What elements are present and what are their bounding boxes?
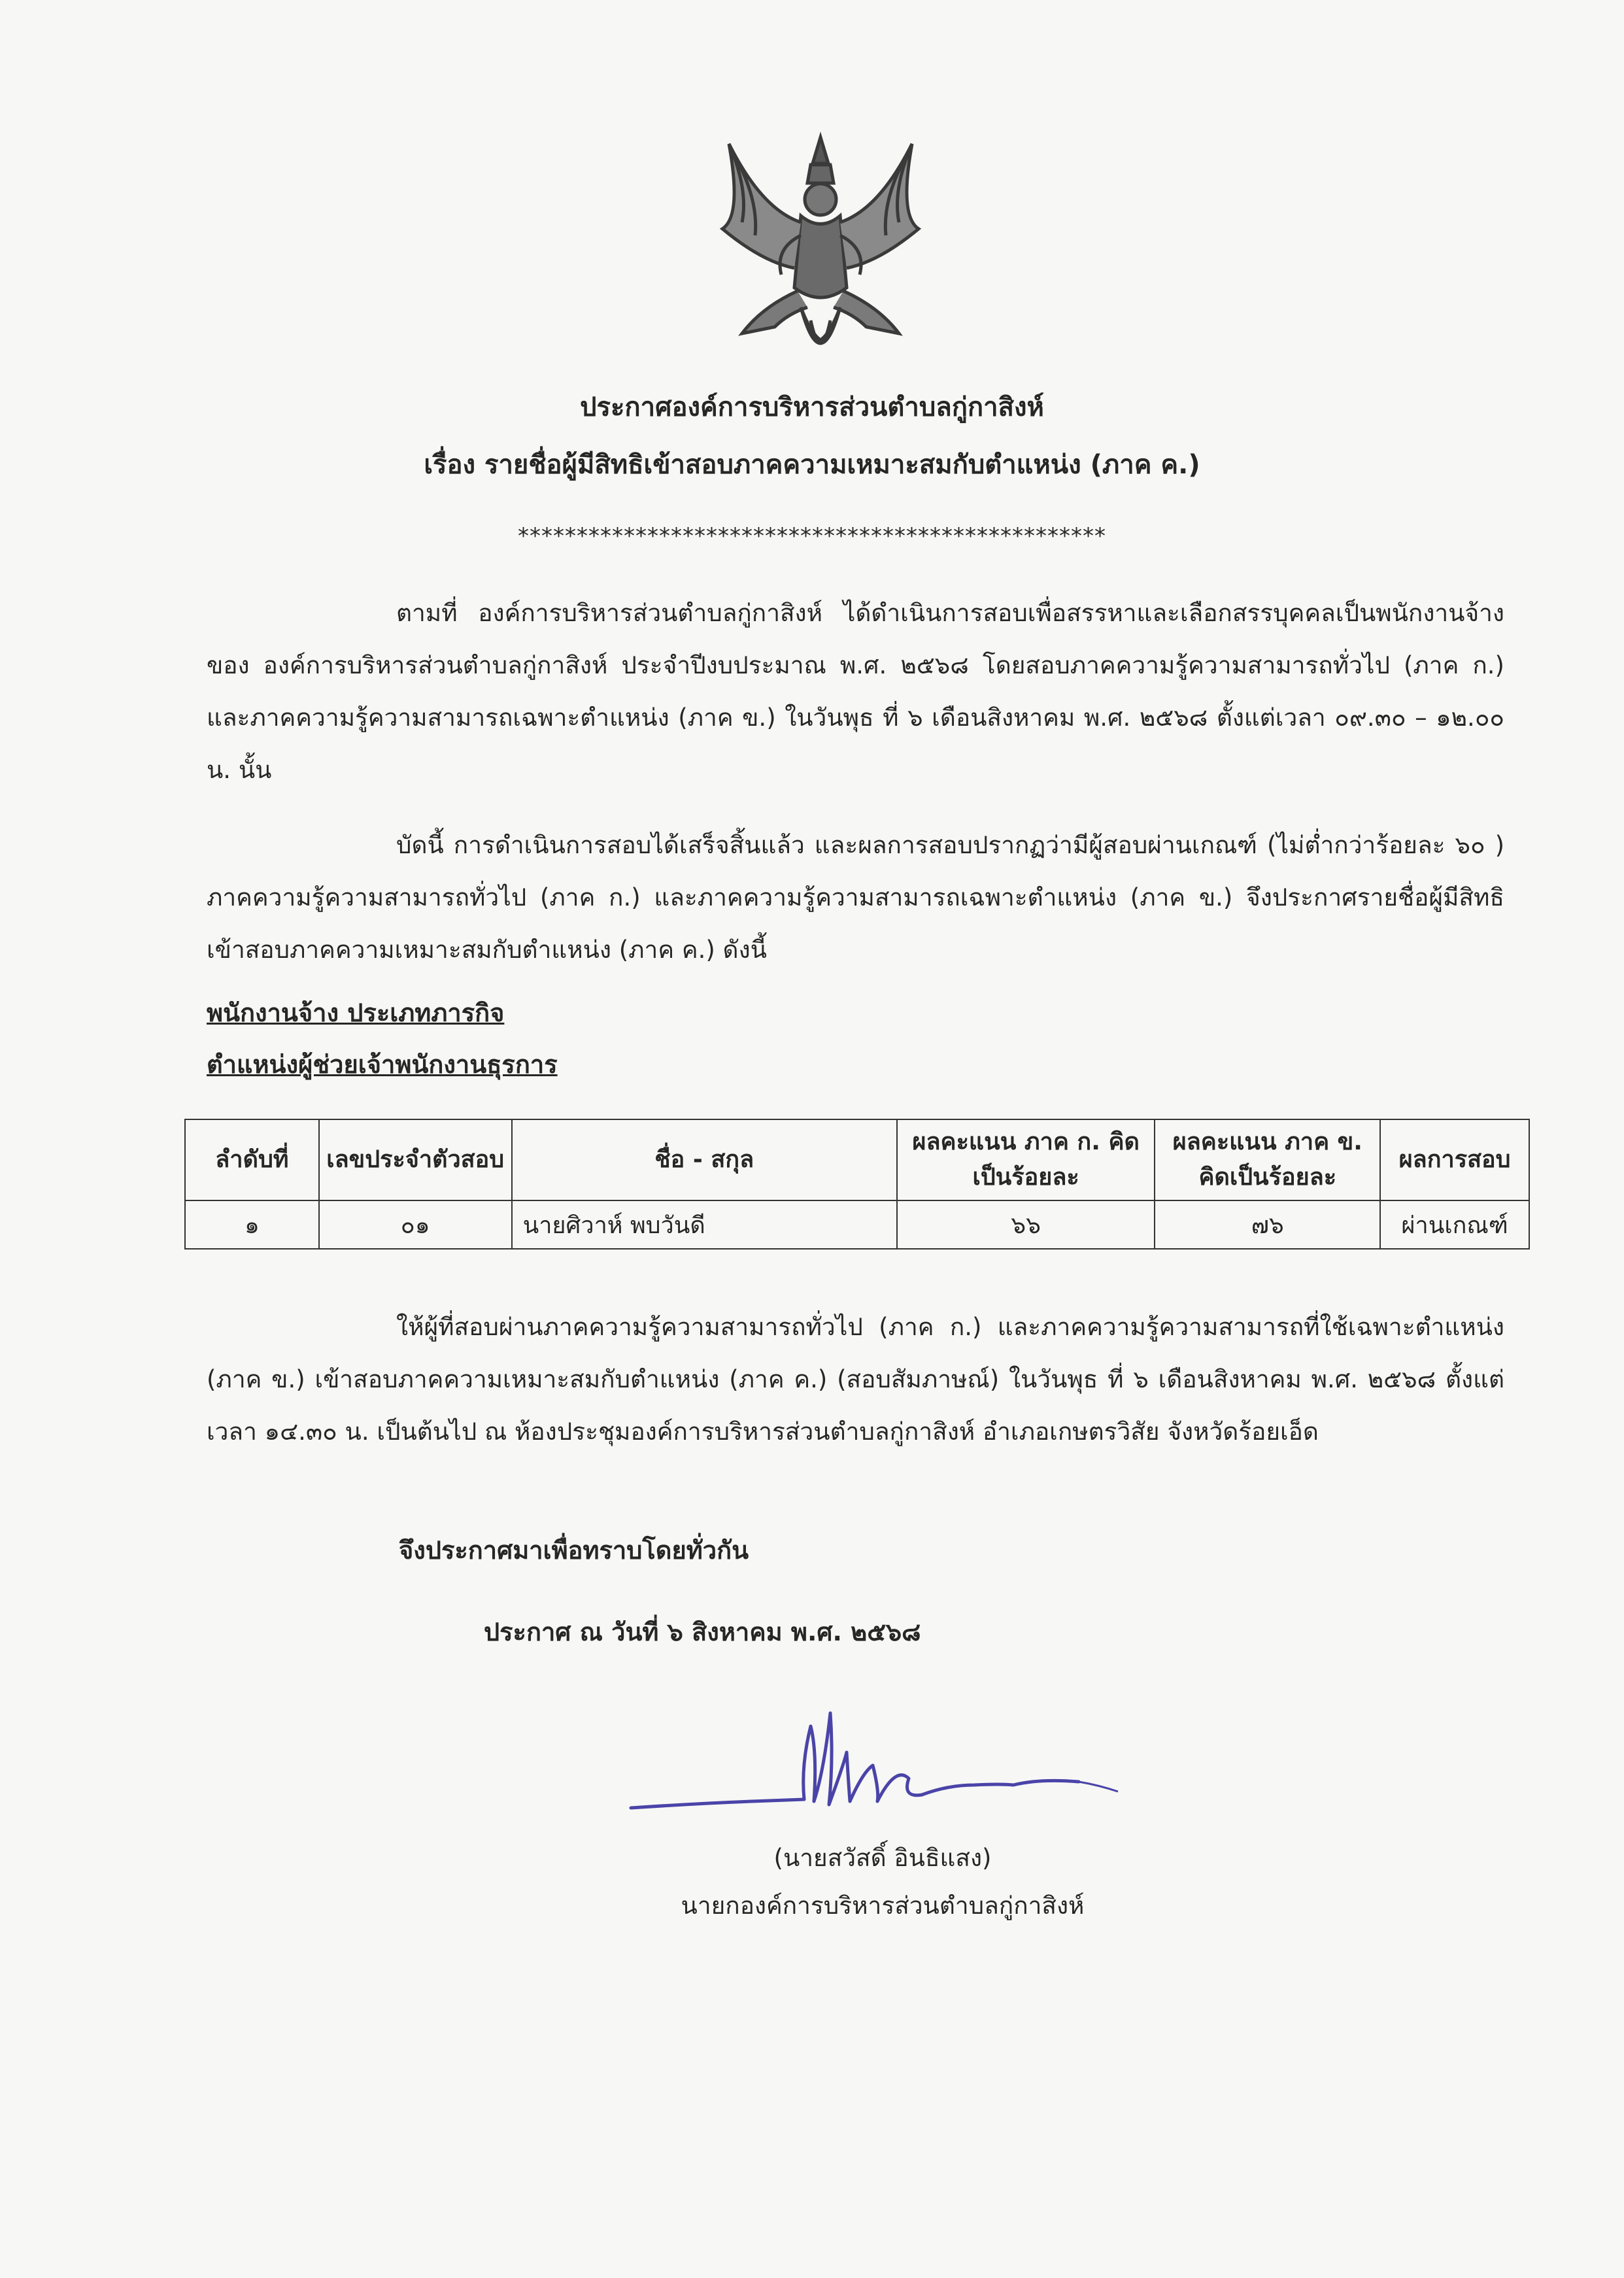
- paragraph-interview: [207, 1301, 1504, 1458]
- cell-score-part-a: ๖๖: [897, 1200, 1155, 1249]
- closing-statement: จึงประกาศมาเพื่อทราบโดยทั่วกัน: [399, 1536, 749, 1565]
- announcement-subject: เรื่อง รายชื่อผู้มีสิทธิเข้าสอบภาคความเหมาะสมกับตำแหน่ง (ภาค ค.): [424, 450, 1200, 480]
- paragraph-background-text: ตามที่ องค์การบริหารส่วนตำบลกู่กาสิงห์ ได้ดำเนินการสอบเพื่อสรรหาและเลือกสรรบุคคลเป็นพนักงานจ้างของ องค์การบริหารส่วนตำบลกู่กาสิงห์ ประจำปีงบประมาณ พ.ศ. ๒๕๖๘ โดยสอบภาคความรู้ความสามารถทั่วไป (ภาค ก.) และภาคความรู้ความสามารถเฉพาะตำแหน่ง (ภาค ข.) ในวันพุธ ที่ ๖ เดือนสิงหาคม พ.ศ. ๒๕๖๘ ตั้งแต่เวลา ๐๙.๓๐ – ๑๒.๐๐ น. นั้น: [207, 599, 1504, 784]
- paragraph-interview-text: ให้ผู้ที่สอบผ่านภาคความรู้ความสามารถทั่วไป (ภาค ก.) และภาคความรู้ความสามารถที่ใช้เฉพาะตำแหน่ง (ภาค ข.) เข้าสอบภาคความเหมาะสมกับตำแหน่ง (ภาค ค.) (สอบสัมภาษณ์) ในวันพุธ ที่ ๖ เดือนสิงหาคม พ.ศ. ๒๕๖๘ ตั้งแต่เวลา ๑๔.๓๐ น. เป็นต้นไป ณ ห้องประชุมองค์การบริหารส่วนตำบลกู่กาสิงห์ อำเภอเกษตรวิสัย จังหวัดร้อยเอ็ด: [207, 1313, 1504, 1446]
- header-order: ลำดับที่: [185, 1119, 319, 1200]
- cell-exam-result: ผ่านเกณฑ์: [1380, 1200, 1529, 1249]
- announcement-title: ประกาศองค์การบริหารส่วนตำบลกู่กาสิงห์: [580, 392, 1044, 422]
- cell-full-name: นายศิวาห์ พบวันดี: [512, 1200, 897, 1249]
- garuda-emblem-icon: [703, 118, 938, 379]
- header-exam-id: เลขประจำตัวสอบ: [319, 1119, 512, 1200]
- paragraph-results: [207, 819, 1504, 976]
- paragraph-background: [207, 587, 1504, 796]
- cell-exam-id: ๐๑: [319, 1200, 512, 1249]
- employee-type-heading: พนักงานจ้าง ประเภทภารกิจ: [207, 998, 505, 1027]
- paragraph-results-text: บัดนี้ การดำเนินการสอบได้เสร็จสิ้นแล้ว และผลการสอบปรากฏว่ามีผู้สอบผ่านเกณฑ์ (ไม่ต่ำกว่าร้อยละ ๖๐ ) ภาคความรู้ความสามารถทั่วไป (ภาค ก.) และภาคความรู้ความสามารถเฉพาะตำแหน่ง (ภาค ข.) จึงประกาศรายชื่อผู้มีสิทธิเข้าสอบภาคความเหมาะสมกับตำแหน่ง (ภาค ค.) ดังนี้: [207, 831, 1504, 964]
- table-row: [185, 1200, 1529, 1249]
- header-score-part-b: ผลคะแนน ภาค ข. คิดเป็นร้อยละ: [1155, 1119, 1380, 1200]
- position-heading: ตำแหน่งผู้ช่วยเจ้าพนักงานธุรการ: [207, 1050, 558, 1079]
- results-table: [184, 1119, 1530, 1250]
- header-full-name: ชื่อ - สกุล: [512, 1119, 897, 1200]
- table-header-row: [185, 1119, 1529, 1200]
- announcement-date: ประกาศ ณ วันที่ ๖ สิงหาคม พ.ศ. ๒๕๖๘: [484, 1618, 921, 1646]
- signer-name: (นายสวัสดิ์ อินธิแสง): [773, 1844, 992, 1872]
- header-score-part-a: ผลคะแนน ภาค ก. คิดเป็นร้อยละ: [897, 1119, 1155, 1200]
- cell-order: ๑: [185, 1200, 319, 1249]
- signer-position: นายกองค์การบริหารส่วนตำบลกู่กาสิงห์: [681, 1892, 1085, 1920]
- header-exam-result: ผลการสอบ: [1380, 1119, 1529, 1200]
- separator-line: **************************************************: [518, 523, 1106, 549]
- cell-score-part-b: ๗๖: [1155, 1200, 1380, 1249]
- handwritten-signature: [621, 1687, 1131, 1844]
